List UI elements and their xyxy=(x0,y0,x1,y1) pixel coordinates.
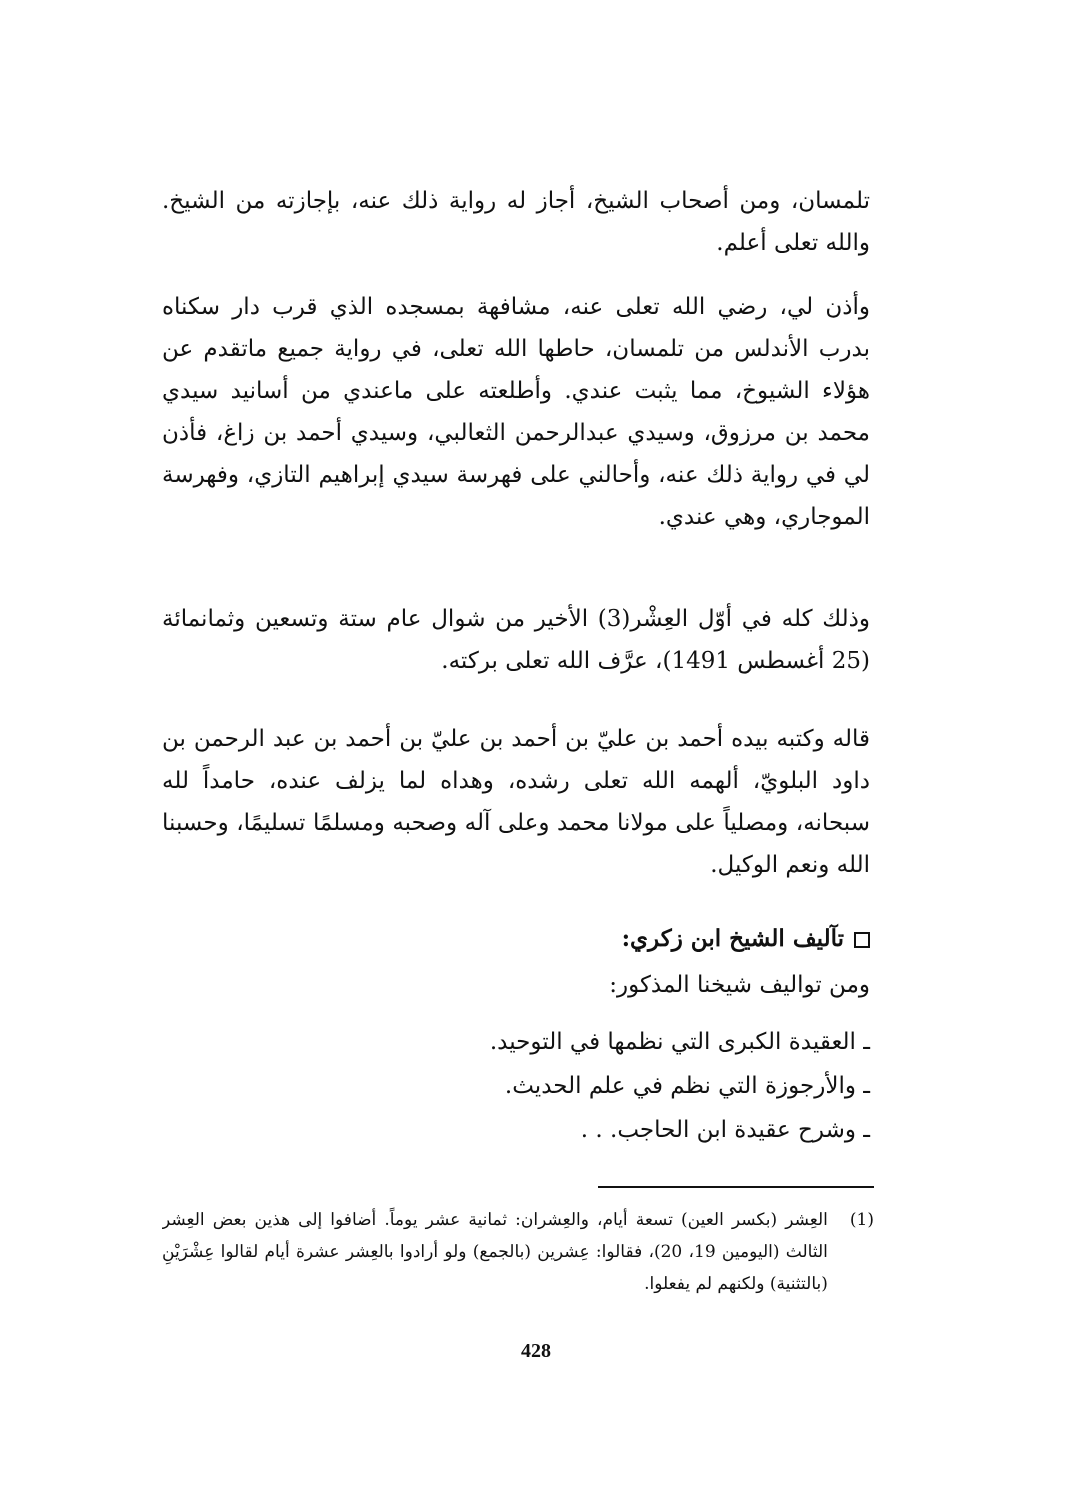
section-heading-text: تآليف الشيخ ابن زكري: xyxy=(621,925,844,952)
paragraph-2 xyxy=(162,286,870,538)
section-intro: ومن تواليف شيخنا المذكور: xyxy=(609,972,870,998)
works-list xyxy=(310,1020,870,1152)
section-heading xyxy=(310,918,870,960)
list-item: ـ وشرح عقيدة ابن الحاجب. . . xyxy=(580,1117,870,1143)
square-bullet-icon xyxy=(854,932,870,948)
footnote xyxy=(162,1204,874,1300)
paragraph-text: وذلك كله في أوّل العِشْر(3) الأخير من شوال عام ستة وتسعين وثمانمائة (25 أغسطس 1491)، عرَّف الله تعلى بركته. xyxy=(162,606,870,674)
works-section xyxy=(310,918,870,1152)
list-item: ـ العقيدة الكبرى التي نظمها في التوحيد. xyxy=(489,1029,870,1055)
footnote-number: (1) xyxy=(849,1210,874,1230)
paragraph-text: قاله وكتبه بيده أحمد بن عليّ بن أحمد بن عليّ بن أحمد بن عبد الرحمن بن داود البلويّ، ألهمه الله تعلى رشده، وهداه لما يزلف عنده، حامداً لله سبحانه، ومصلياً على مولانا محمد وعلى آله وصحبه ومسلمًا تسليمًا، وحسبنا الله ونعم الوكيل. xyxy=(162,726,870,878)
paragraph-3 xyxy=(162,598,870,682)
footnote-divider xyxy=(598,1186,874,1188)
paragraph-text: وأذن لي، رضي الله تعلى عنه، مشافهة بمسجده الذي قرب دار سكناه بدرب الأندلس من تلمسان، حاطها الله تعلى، في رواية جميع ماتقدم عن هؤلاء الشيوخ، مما يثبت عندي. وأطلعته على ماعندي من أسانيد سيدي محمد بن مرزوق، وسيدي عبدالرحمن الثعالبي، وسيدي أحمد بن زاغ، فأذن لي في رواية ذلك عنه، وأحالني على فهرسة سيدي إبراهيم التازي، وفهرسة الموجاري، وهي عندي. xyxy=(162,294,870,530)
list-item: ـ والأرجوزة التي نظم في علم الحديث. xyxy=(504,1073,870,1099)
paragraph-1 xyxy=(162,180,870,264)
footnote-text: العِشر (بكسر العين) تسعة أيام، والعِشران: ثمانية عشر يوماً. أضافوا إلى هذين بعض العِشر الثالث (اليومين 19، 20)، فقالوا: عِشرين (بالجمع) ولو أرادوا بالعِشر عشرة أيام لقالوا عِشْرَيْنِ (بالتثنية) ولكنهم لم يفعلوا. xyxy=(162,1210,828,1294)
page-number: 428 xyxy=(521,1340,551,1362)
paragraph-text: تلمسان، ومن أصحاب الشيخ، أجاز له رواية ذلك عنه، بإجازته من الشيخ. والله تعلى أعلم. xyxy=(162,188,870,256)
paragraph-4 xyxy=(162,718,870,886)
